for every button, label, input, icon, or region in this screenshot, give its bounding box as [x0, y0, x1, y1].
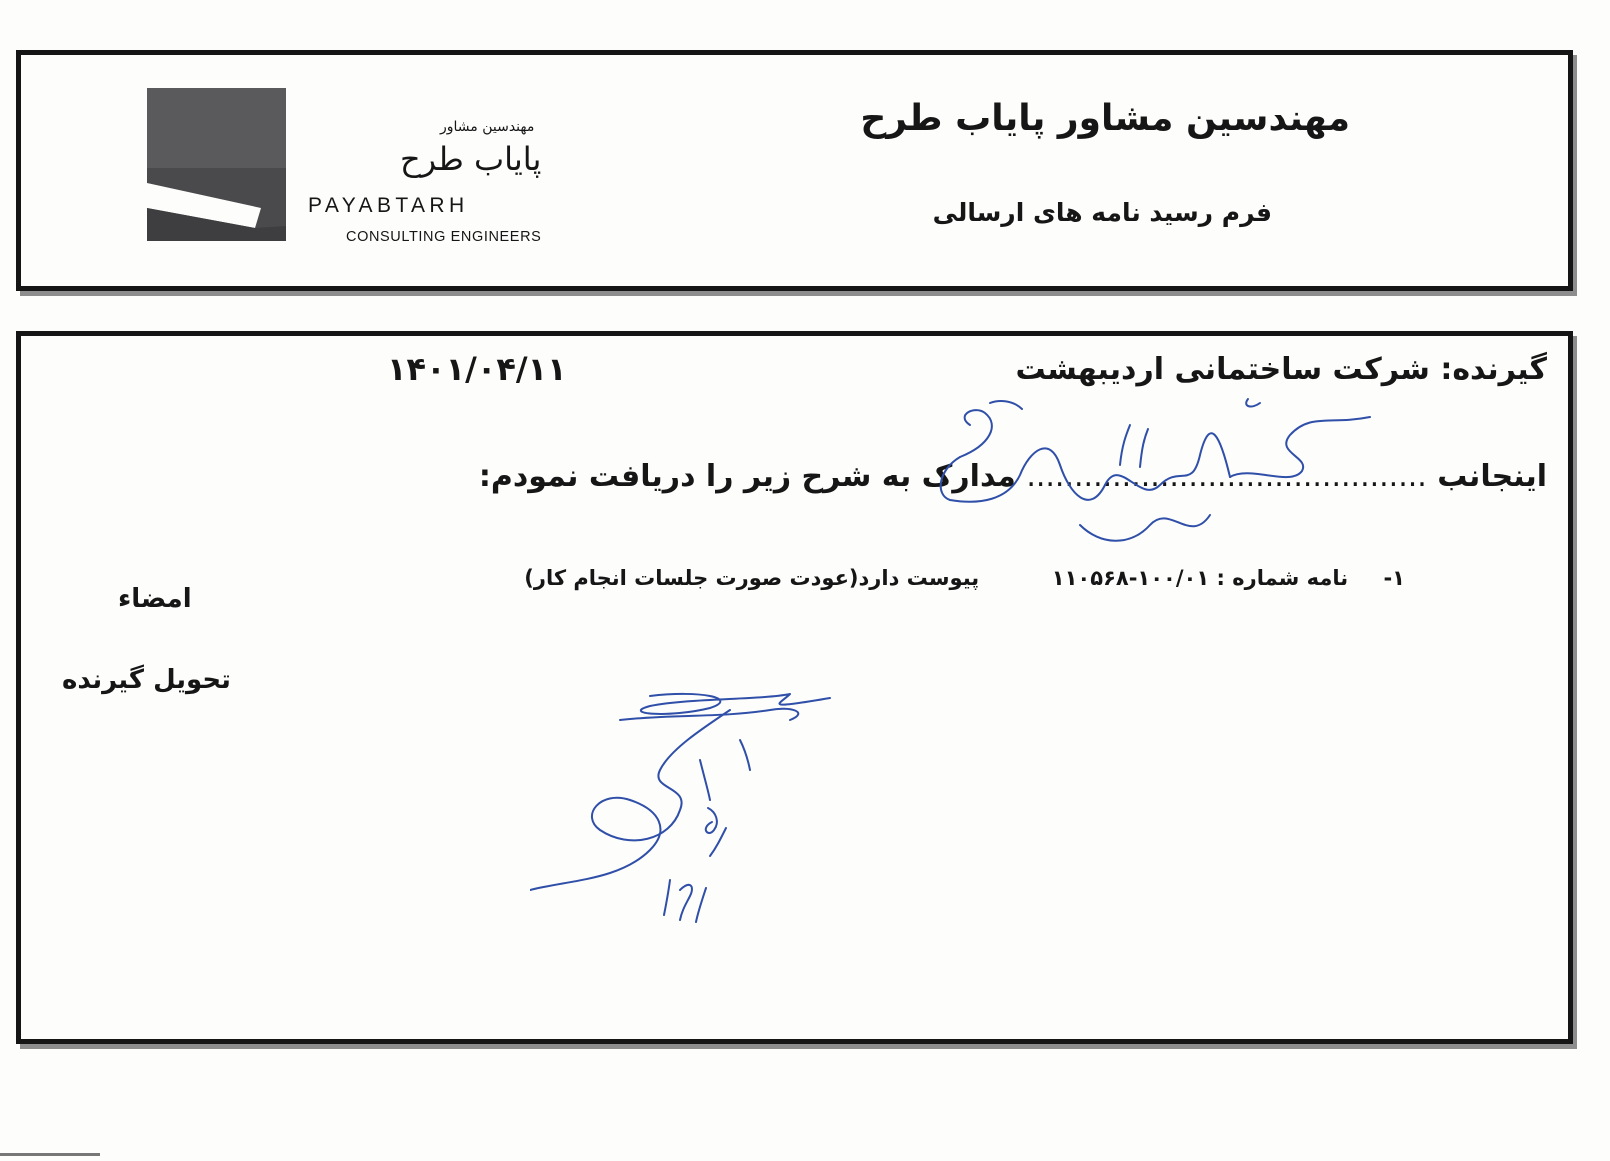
- recipient-line: گیرنده: شرکت ساختمانی اردیبهشت: [1015, 352, 1547, 387]
- handwritten-signature: [530, 690, 850, 950]
- receipt-prefix: اینجانب: [1437, 459, 1547, 494]
- letter-date: ۱۴۰۱/۰۴/۱۱: [387, 350, 567, 388]
- handwritten-name-signature: [930, 395, 1400, 555]
- item-number: ۱-: [1383, 566, 1405, 590]
- form-title: فرم رسید نامه های ارسالی: [932, 198, 1272, 227]
- list-item: [524, 566, 1405, 590]
- logo-text-en-sub: CONSULTING ENGINEERS: [346, 229, 542, 245]
- logo-icon: [147, 88, 286, 241]
- receipt-suffix: مدارک به شرح زیر را دریافت نمودم:: [478, 459, 1016, 494]
- logo-text-fa-small: مهندسین مشاور: [440, 119, 535, 135]
- scan-edge-mark: [0, 1153, 100, 1156]
- logo-text-en: PAYABTARH: [308, 194, 469, 217]
- logo-text-fa-large: پایاب طرح: [400, 140, 542, 178]
- company-title: مهندسین مشاور پایاب طرح: [860, 98, 1350, 139]
- item-note: پیوست دارد(عودت صورت جلسات انجام کار): [524, 566, 980, 590]
- receipt-blank: ..........................................: [1026, 459, 1427, 494]
- signature-label: امضاء: [118, 584, 192, 614]
- delivery-label: تحویل گیرنده: [62, 665, 231, 695]
- item-letter-number: نامه شماره : ۱۰۰/۰۱-۱۱۰۵۶۸: [1051, 566, 1349, 590]
